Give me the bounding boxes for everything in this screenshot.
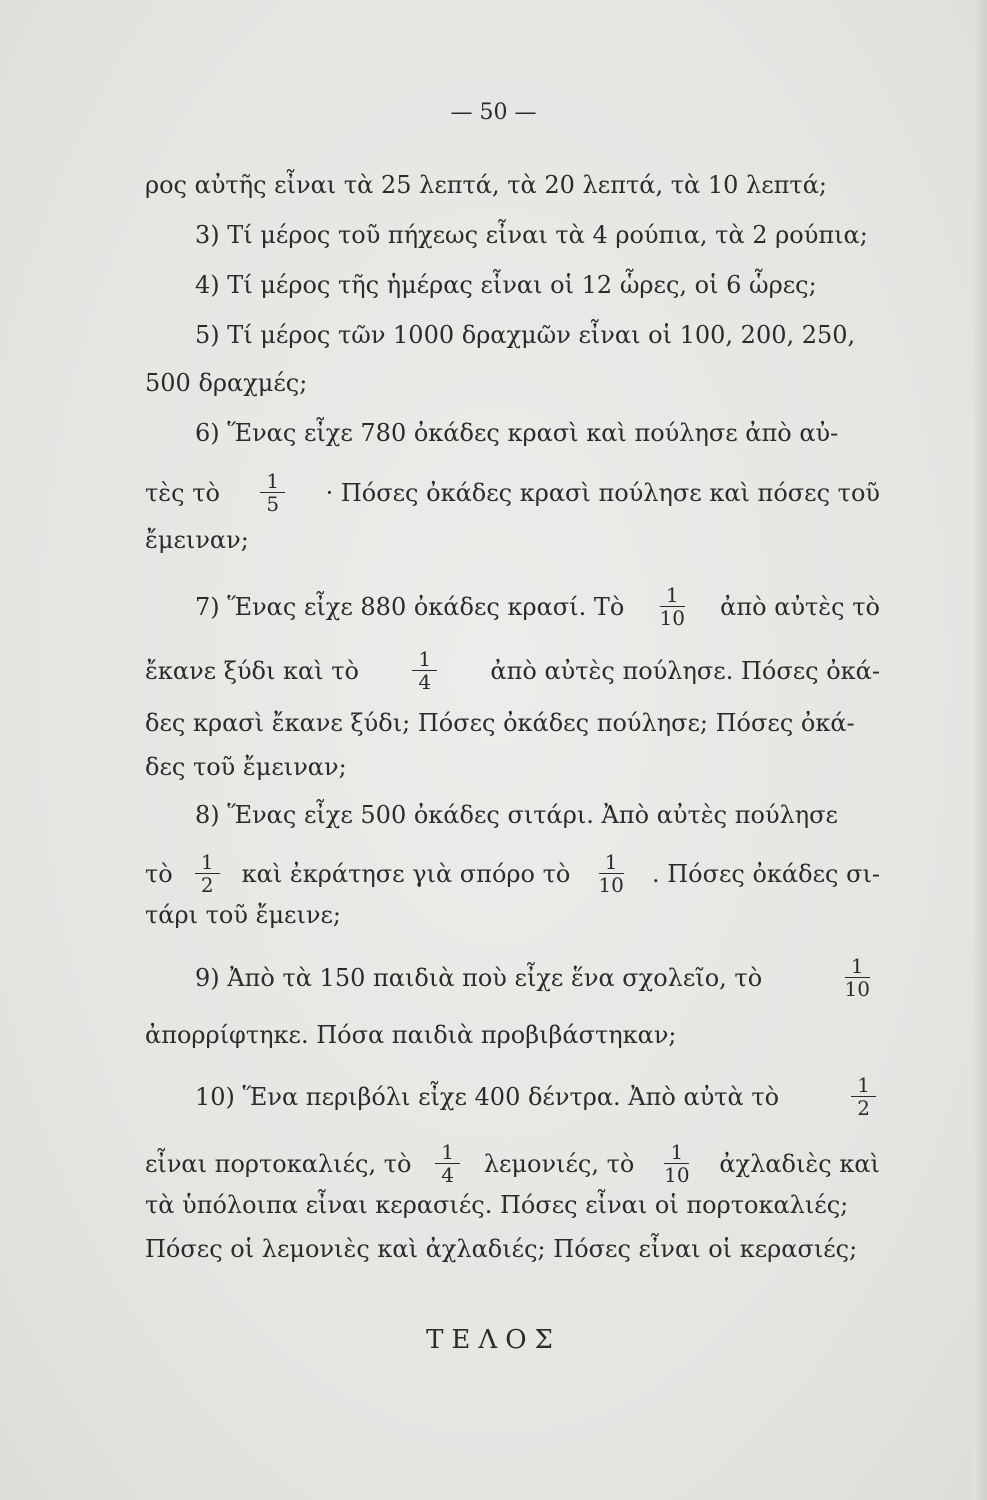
fraction-numerator: 1: [845, 955, 870, 978]
text-line: Πόσες οἱ λεμονιὲς καὶ ἀχλαδιές; Πόσες εἶναι οἱ κερασιές;: [145, 1235, 858, 1263]
fraction-denominator: 10: [659, 606, 685, 630]
fraction: [435, 1141, 460, 1186]
fraction-denominator: 4: [418, 670, 432, 694]
text-segment: τὸ: [145, 859, 173, 888]
fraction-numerator: 1: [599, 851, 624, 874]
exercise-8: 8) Ἕνας εἶχε 500 ὀκάδες σιτάρι. Ἀπὸ αὐτὲς πούλησε: [195, 801, 838, 829]
text-segment: ἀπὸ αὐτὲς τὸ: [720, 592, 880, 621]
text-segment: 10) Ἕνα περιβόλι εἶχε 400 δέντρα. Ἀπὸ αὐτὰ τὸ: [195, 1082, 780, 1111]
fraction-numerator: 1: [435, 1141, 460, 1164]
text-line: ρος αὐτῆς εἶναι τὰ 25 λεπτά, τὰ 20 λεπτά, τὰ 10 λεπτά;: [145, 171, 827, 199]
fraction: [592, 851, 629, 896]
fraction-denominator: 5: [266, 492, 280, 516]
text-segment: . Πόσες ὀκάδες σι-: [651, 859, 880, 888]
fraction: [654, 584, 691, 629]
text-line: ἀπορρίφτηκε. Πόσα παιδιὰ προβιβάστηκαν;: [145, 1021, 677, 1049]
text-line-with-fraction: [145, 851, 880, 896]
text-line-with-fraction: [145, 648, 880, 693]
text-segment: ἔκανε ξύδι καὶ τὸ: [145, 656, 360, 685]
text-segment: 9) Ἀπὸ τὰ 150 παιδιὰ ποὺ εἶχε ἕνα σχολεῖο, τὸ: [195, 963, 763, 992]
fraction-denominator: 10: [598, 873, 624, 897]
text-line-with-fraction: [145, 1141, 880, 1186]
text-line-with-fraction: [145, 470, 880, 515]
fraction: [260, 470, 285, 515]
text-segment: λεμονιές, τὸ: [483, 1149, 635, 1178]
text-line: δες τοῦ ἔμειναν;: [145, 753, 347, 781]
exercise-6: 6) Ἕνας εἶχε 780 ὀκάδες κρασὶ καὶ πούλησε ἀπὸ αὐ-: [195, 419, 839, 447]
fraction-numerator: 1: [412, 648, 437, 671]
exercise-10: [195, 1074, 880, 1119]
page-edge-shadow: [973, 0, 987, 1500]
text-segment: · Πόσες ὀκάδες κρασὶ πούλησε καὶ πόσες τοῦ: [325, 478, 880, 507]
fraction: [658, 1141, 695, 1186]
text-line: 500 δραχμές;: [145, 369, 308, 397]
fraction-denominator: 2: [857, 1096, 870, 1120]
fraction: [195, 851, 220, 896]
text-line: τάρι τοῦ ἔμεινε;: [145, 901, 342, 929]
text-segment: 7) Ἕνας εἶχε 880 ὀκάδες κρασί. Τὸ: [195, 592, 625, 621]
text-segment: τὲς τὸ: [145, 478, 220, 507]
exercise-5: 5) Τί μέρος τῶν 1000 δραχμῶν εἶναι οἱ 100, 200, 250,: [195, 321, 856, 349]
text-line: ἔμειναν;: [145, 526, 249, 554]
exercise-9: [195, 955, 880, 1000]
fraction: [851, 1074, 876, 1119]
fraction: [412, 648, 437, 693]
exercise-3: 3) Τί μέρος τοῦ πήχεως εἶναι τὰ 4 ρούπια, τὰ 2 ρούπια;: [195, 221, 868, 249]
end-title: ΤΕΛΟΣ: [426, 1325, 561, 1355]
fraction-numerator: 1: [851, 1074, 876, 1097]
text-line: τὰ ὑπόλοιπα εἶναι κερασιές. Πόσες εἶναι οἱ πορτοκαλιές;: [145, 1191, 849, 1219]
fraction-denominator: 4: [441, 1163, 454, 1187]
fraction-numerator: 1: [660, 584, 685, 607]
fraction-numerator: 1: [664, 1141, 689, 1164]
fraction-denominator: 2: [200, 873, 214, 897]
fraction-numerator: 1: [195, 851, 220, 874]
text-segment: καὶ ἐκράτησε γιὰ σπόρο τὸ: [241, 859, 571, 888]
exercise-7: [195, 584, 880, 629]
text-line: δες κρασὶ ἔκανε ξύδι; Πόσες ὀκάδες πούλησε; Πόσες ὀκά-: [145, 709, 855, 737]
page-number: — 50 —: [450, 100, 537, 125]
fraction: [839, 955, 876, 1000]
text-segment: εἶναι πορτοκαλιές, τὸ: [145, 1149, 412, 1178]
fraction-denominator: 10: [664, 1163, 690, 1187]
text-segment: ἀπὸ αὐτὲς πούλησε. Πόσες ὀκά-: [490, 656, 880, 685]
fraction-denominator: 10: [844, 977, 870, 1001]
fraction-numerator: 1: [260, 470, 285, 493]
exercise-4: 4) Τί μέρος τῆς ἡμέρας εἶναι οἱ 12 ὧρες, οἱ 6 ὧρες;: [195, 271, 817, 299]
text-segment: ἀχλαδιὲς καὶ: [719, 1149, 880, 1178]
